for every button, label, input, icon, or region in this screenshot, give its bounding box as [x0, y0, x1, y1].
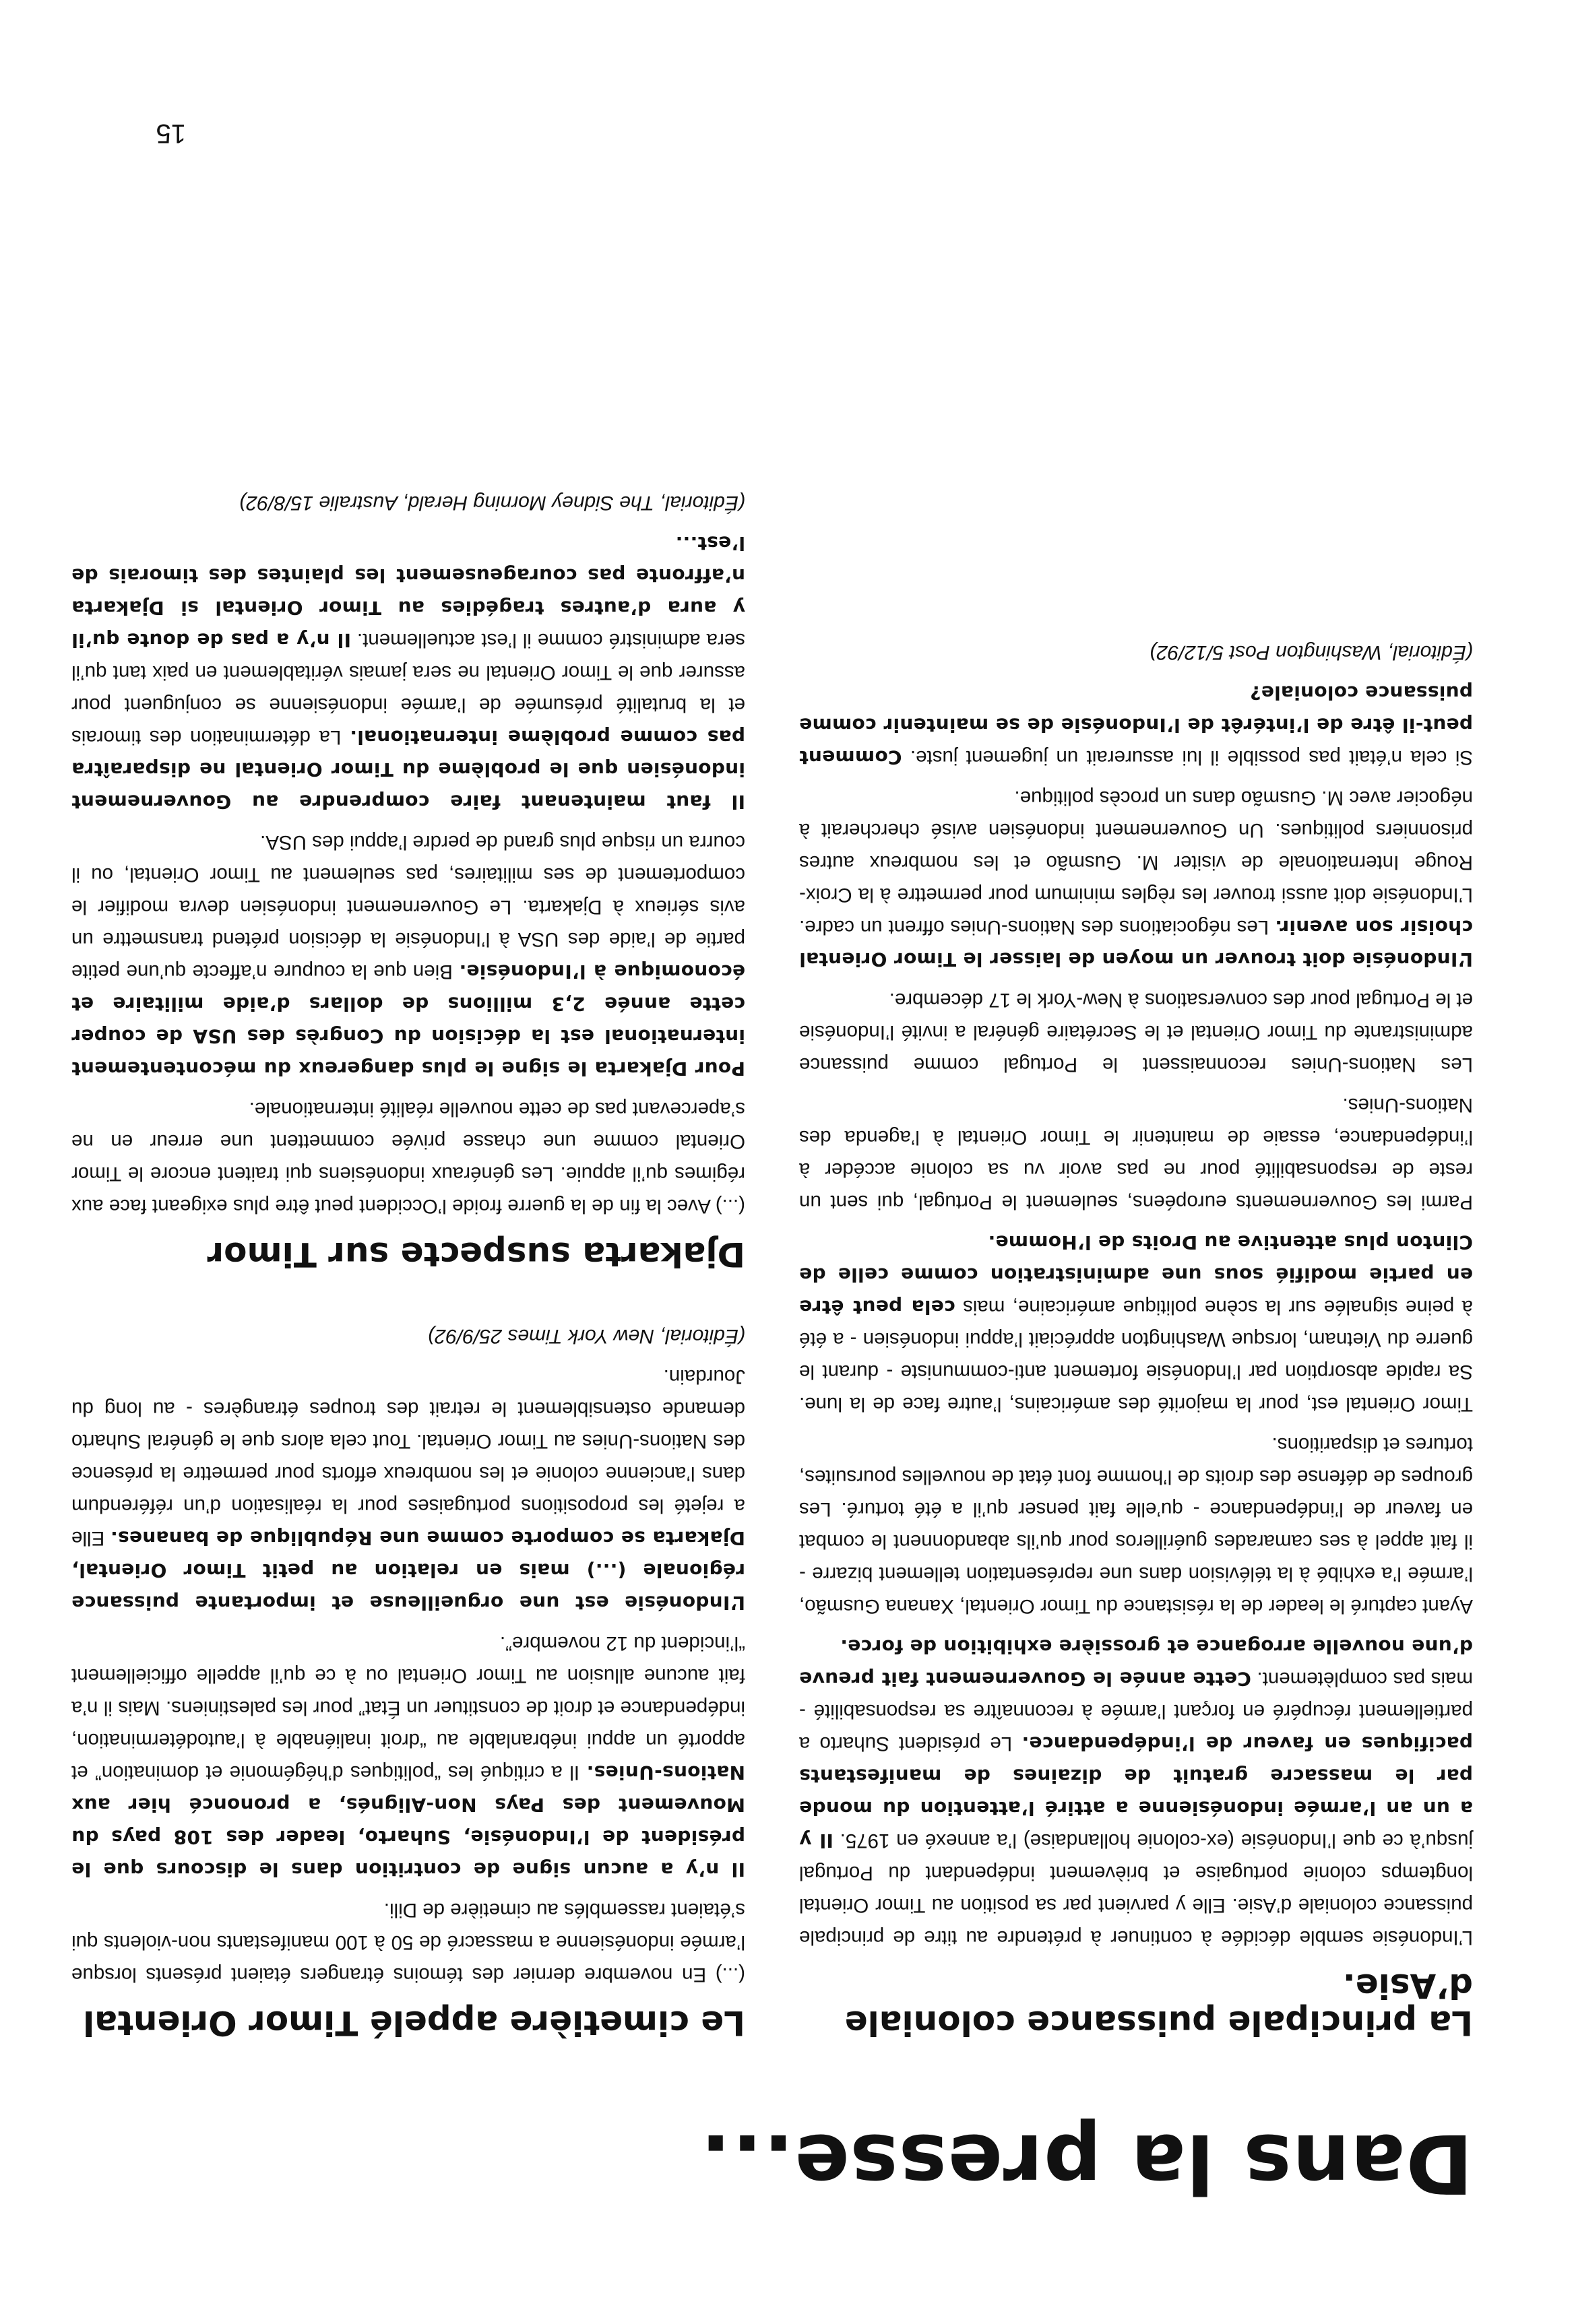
article-paragraph	[71, 1627, 745, 1885]
emphasis-text: L’Indonésie est une orgueilleuse et importante puissance régionale (...) mais en relation au petit Timor Oriental, Djakarta se comporte comme une République de bananes.	[71, 1527, 745, 1614]
article-paragraph	[799, 1630, 1473, 1954]
article-paragraph	[71, 1894, 745, 1991]
page-heading: Dans la presse...	[699, 2116, 1473, 2209]
article-paragraph	[799, 676, 1473, 773]
article	[71, 1320, 745, 2041]
body-text: La détermination des timorais et la brutalité présumée de l’armée indonésienne se conjuguent pour assurer que le Timor Oriental ne sera jamais véritablement en paix tant qu’il sera administré comme il l’est actuellement.	[71, 629, 745, 748]
article	[799, 636, 1473, 2041]
body-text: Les Nations-Unies reconnaissent le Portugal comme puissance administrante du Timor Oriental et le Secrétaire général a invité l’Indonésie et le Portugal pour des conversations à New-York le 17 décembre.	[799, 989, 1473, 1076]
body-text: Les négociations des Nations-Unies offrent un cadre. L’Indonésie doit aussi trouver les règles minimum pour permettre à la Croix-Rouge Internationale de visiter M. Gusmão et les nombreux autres prisonniers politiques. Un Gouvernement indonésien avisé chercherait à négocier avec M. Gusmão dans un procès politique.	[799, 787, 1473, 938]
article-title: La principale puissance coloniale d’Asie.	[844, 1966, 1473, 2042]
body-text: Parmi les Gouvernements européens, seulement le Portugal, qui sent un reste de responsabilité pour ne pas avoir vu sa colonie accéder à l’indépendance, essaie de maintenir le Timor Oriental à l’agenda des Nations-Unies.	[799, 1094, 1473, 1213]
body-text: Ayant capturé le leader de la résistance du Timor Oriental, Xanana Gusmão, l’armée l’a exhibé à la télévision dans une représentation tellement bizarre - il fait appel à ses camarades guérilleros pour qu’ils abandonnent le combat en faveur de l’indépendance - qu’elle fait penser qu’il a été torturé. Les groupes de défense des droits de l’homme font état de nouvelles poursuites, tortures et disparitions.	[799, 1433, 1473, 1617]
body-text: Si cela n’était pas possible il lui assurerait un jugement juste.	[902, 746, 1473, 769]
body-text: Le président Suharto a partiellement récupéré en forçant l’armée à reconnaître sa responsabilité - mais pas complètement.	[799, 1668, 1473, 1755]
body-text: Elle a rejeté les propositions portugaises pour la réalisation d’un référendum dans l’ancienne colonie et les nombreux efforts pour permettre la présence des Nations-Unies au Timor Oriental. Tout cela alors que le général Suharto demande ostensiblement le retrait des troupes étrangères - au long du Jourdain.	[71, 1365, 745, 1549]
emphasis-text: Pour Djakarta le signe le plus dangereux du mécontentement international est la décision du Congrès des USA de couper cette année 2,3 millions de dollars d’aide militaire et économique à l’Indonésie.	[71, 961, 745, 1080]
body-text: L’Indonésie semble décidée à continuer à prétendre au titre de principale puissance coloniale d’Asie. Elle y parvient par sa position au Timor Oriental longtemps colonie portugaise et brièvement indépendant du Portugal jusqu’à ce que l’Indonésie (ex-colonie hollandaise) l’a annexé en 1975.	[799, 1830, 1473, 1949]
article-title: Djakarta suspecte sur Timor	[207, 1235, 745, 1274]
body-text: (...) En novembre dernier des témoins étrangers étaient présents lorsque l’armée indonésienne a massacré de 50 à 100 manifestants non-violents qui s’étaient rassemblés au cimetière de Dili.	[71, 1899, 745, 1986]
article-paragraph	[799, 1226, 1473, 1420]
emphasis-text: Il faut maintenant faire comprendre au Gouvernement indonésien que le problème du Timor Oriental ne disparaîtra pas comme problème international.	[71, 726, 745, 813]
body-text: Timor Oriental est, pour la majorité des américains, l’autre face de la lune. Sa rapide absorption par l’Indonésie fortement anti-communiste - durant le guerre du Vietnam, lorsque Washington appréciait l’appui indonésien - a été à peine signalée sur la scène politique américaine, mais	[799, 1296, 1473, 1415]
article-paragraph	[799, 983, 1473, 1080]
page-content	[58, 439, 1473, 2209]
emphasis-text: Comment peut-il être de l’intérêt de l’Indonésie de se maintenir comme puissance coloniale?	[799, 682, 1473, 769]
emphasis-text: Il n’y a aucun signe de contrition dans le discours que le président de l’Indonésie, Suharto, leader des 108 pays du Mouvement des Pays Non-Alignés, a prononcé hier aux Nations-Unies.	[71, 1762, 745, 1881]
article-paragraph	[799, 1089, 1473, 1218]
emphasis-text: Il y a un an l’armée indonésienne a attiré l’attention du monde par le massacre gratuit de dizaines de manifestants pacifiques en faveur de l’indépendance.	[798, 1733, 1473, 1852]
body-text: Bien que la coupure n’affecte qu’une petite partie de l’aide des USA à l’Indonésie la décision prétend transmettre un avis sérieux à Djakarta. Le Gouvernement indonésien devra modifier le comportement de ses militaires, pas seulement au Timor Oriental, ou il courra un risque plus grand de perdre l’appui des USA.	[71, 831, 745, 983]
body-text: Il a critiqué les “politiques d’hégémonie et domination” et apporté un appui inébranlable au “droit inaliénable à l’autodétermination, indépendance et droit de constituer un État” pour les palestiniens. Mais il n’a fait aucune allusion au Timor Oriental ou à ce qu’il appelle officiellement “l’incident du 12 novembre”.	[71, 1632, 745, 1784]
emphasis-text: Cette année le Gouvernement fait preuve d’une nouvelle arrogance et grossière exhibition de force.	[799, 1636, 1473, 1690]
article-title: Le cimetière appelé Timor Oriental	[83, 2003, 745, 2042]
page-number: 15	[156, 119, 186, 148]
article-source: (Éditorial, The Sidney Morning Herald, Australie 15/8/92)	[239, 492, 745, 514]
article	[71, 486, 745, 1272]
emphasis-text: L’Indonésie doit trouver un moyen de laisser le Timor Oriental choisir son avenir.	[799, 916, 1473, 971]
emphasis-text: cela peut être en partie modifié sous une administration comme celle de Clinton plus attentive au Droits de l’Homme.	[798, 1231, 1473, 1318]
article-paragraph	[71, 826, 745, 1085]
article-paragraph	[71, 1093, 745, 1222]
article-source: (Éditorial, Washington Post 5/12/92)	[1150, 641, 1473, 664]
emphasis-text: Il n’y a pas de doute qu’il y aura d’autres tragédies au Timor Oriental si Djakarta n’affronte pas courageusement les plaintes des timorais de l’est...	[71, 532, 745, 651]
article-source: (Éditorial, New York Times 25/9/92)	[427, 1325, 745, 1347]
body-text: (...) Avec la fin de la guerre froide l’Occident peut être plus exigeant face aux régimes qu’il appuie. Les généraux indonésiens qui traitent encore le Timor Oriental comme une chasse privée commettent une erreur en ne s’apercevant pas de cette nouvelle réalité internationale.	[71, 1098, 745, 1217]
article-paragraph	[71, 527, 745, 818]
article-paragraph	[799, 781, 1473, 975]
column-left	[799, 589, 1473, 2041]
article-paragraph	[799, 1428, 1473, 1622]
column-right	[71, 439, 745, 2041]
columns	[58, 439, 1473, 2041]
article-paragraph	[71, 1360, 745, 1619]
